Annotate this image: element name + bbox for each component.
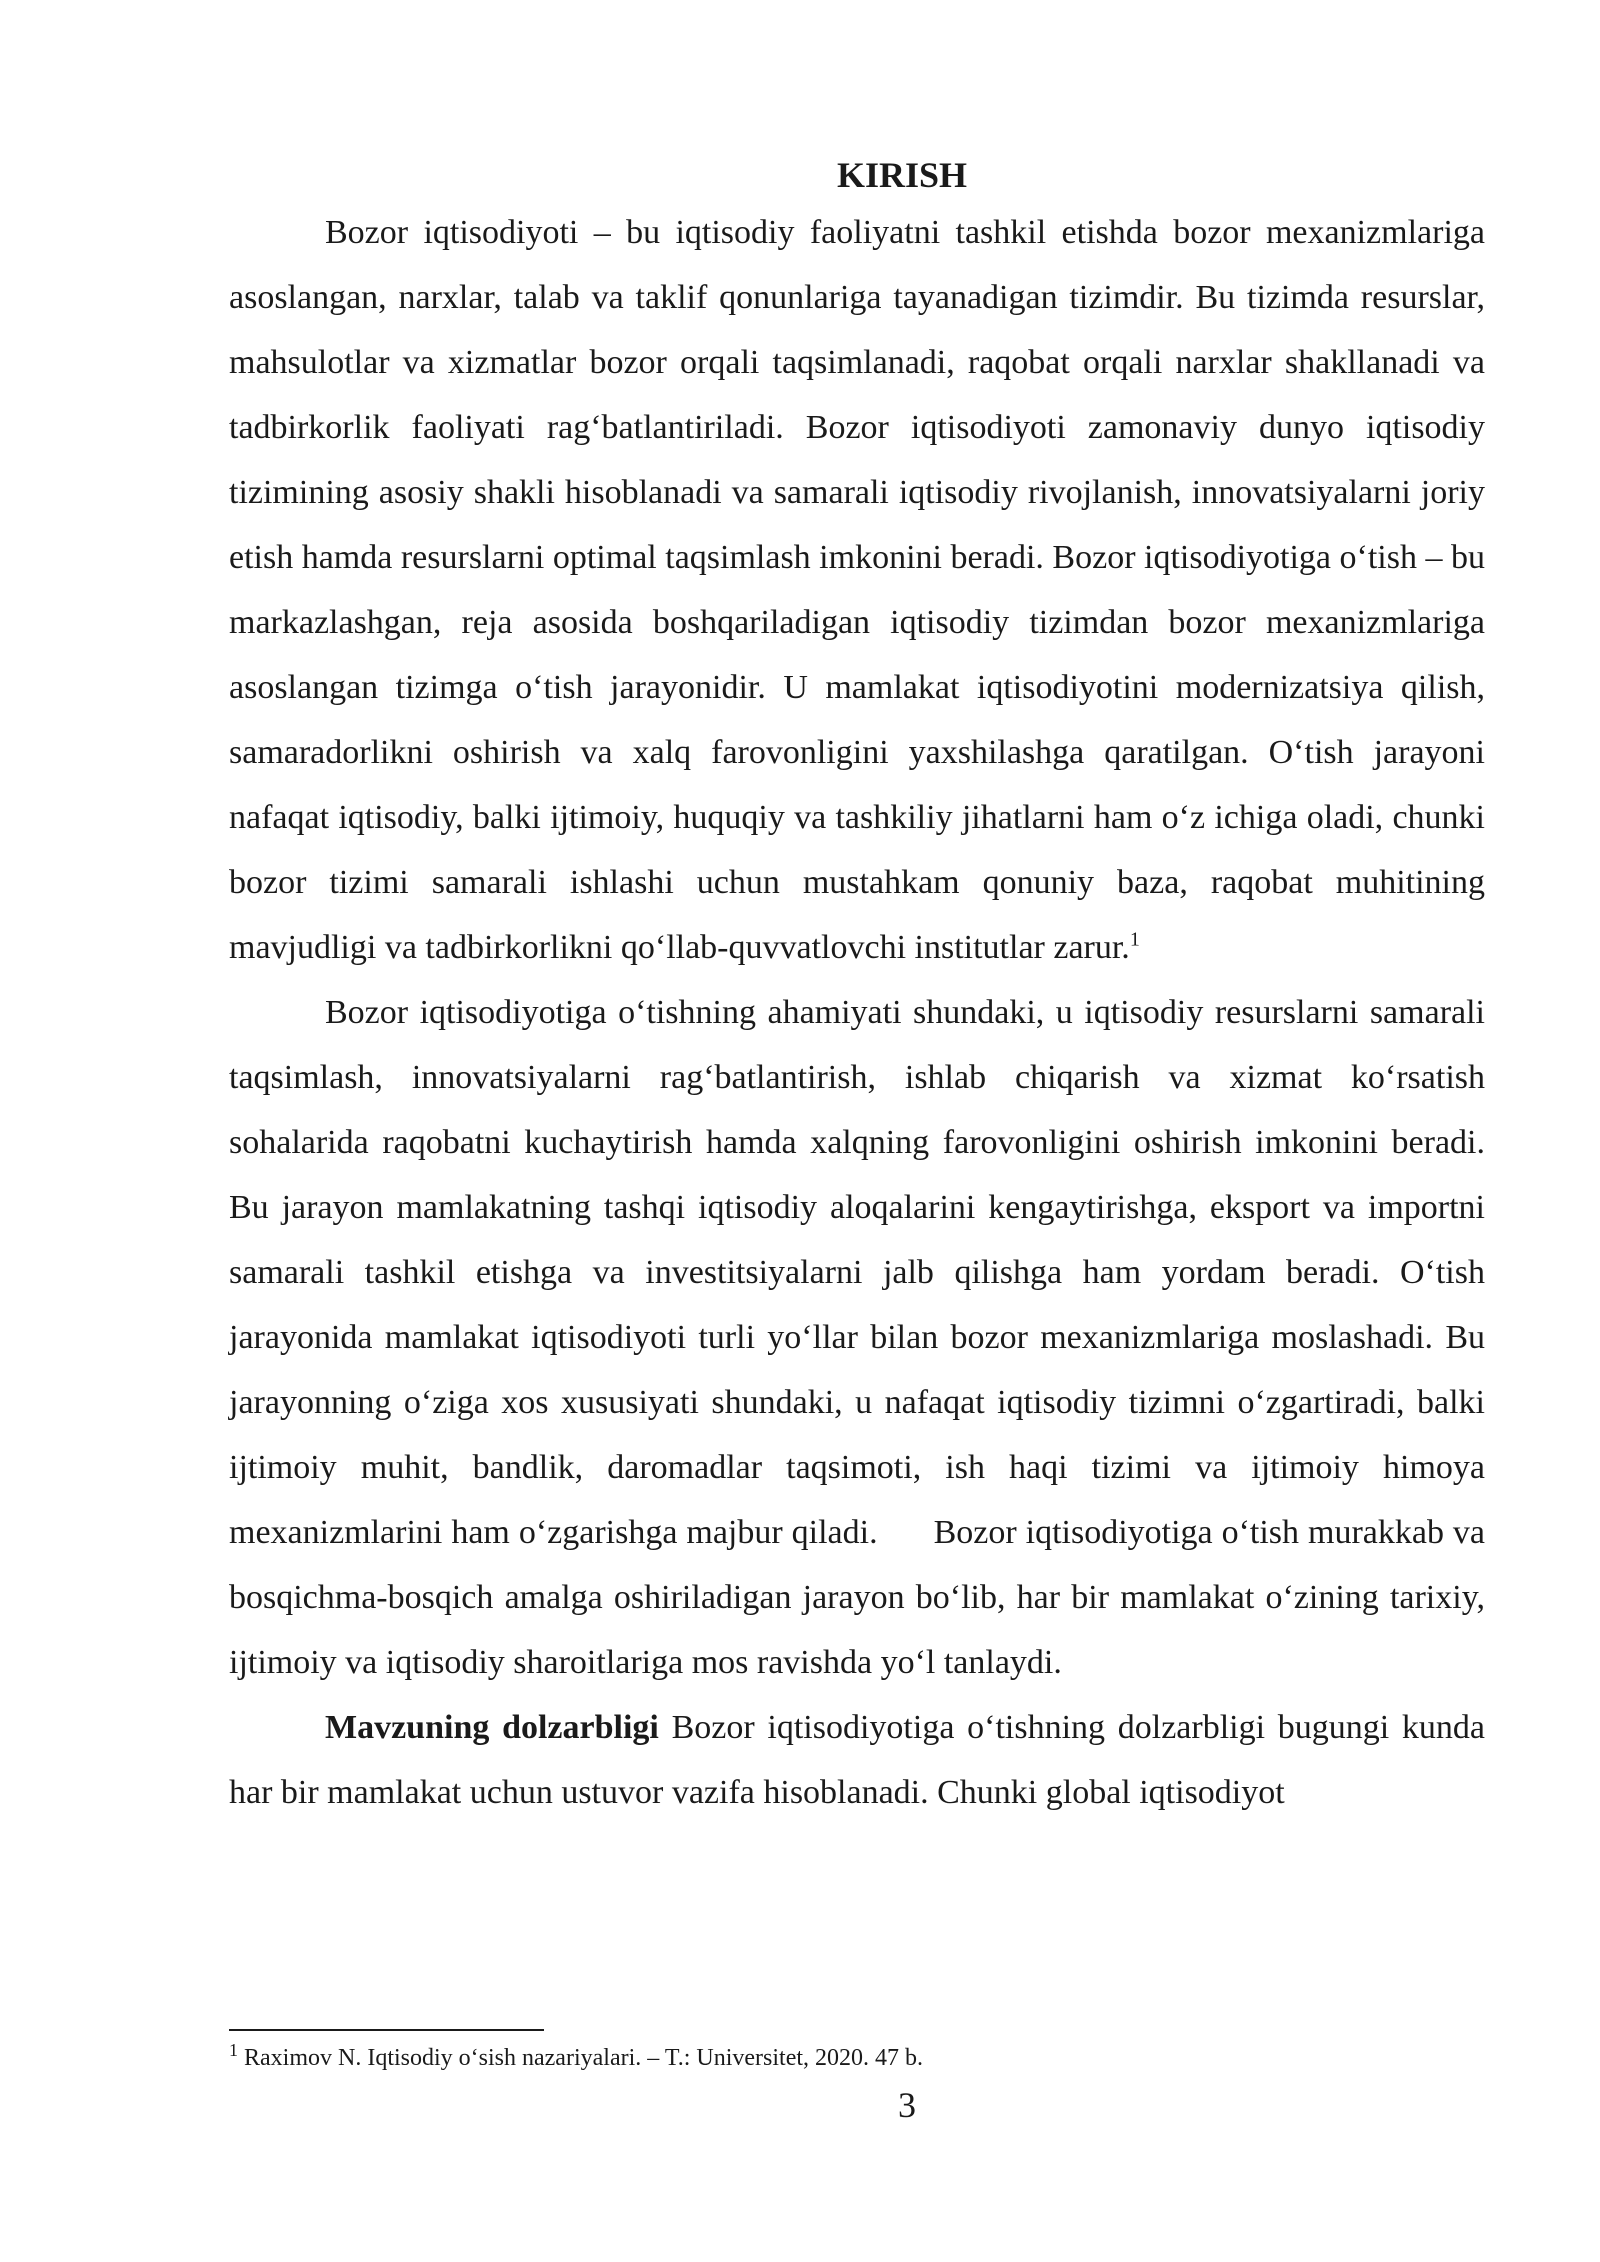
footnote — [229, 2040, 1485, 2076]
footnote-text: Raximov N. Iqtisodiy o‘sish nazariyalari. – T.: Universitet, 2020. 47 b. — [244, 2045, 924, 2071]
paragraph-introduction — [229, 200, 1485, 980]
footnote-reference: 1 — [1129, 928, 1140, 951]
paragraph-importance — [229, 980, 1485, 1695]
paragraph-importance-continuation: Bozor iqtisodiyotiga o‘tish murakkab va bosqichma-bosqich amalga oshiriladigan jarayon bo‘lib, har bir mamlakat o‘zining tarixiy, ijtimoiy va iqtisodiy sharoitlariga mos ravishda yo‘l tanlaydi. — [229, 1514, 1485, 1681]
paragraph-relevance — [229, 1695, 1485, 1825]
page-number: 3 — [898, 2085, 916, 2125]
footnote-separator — [229, 2029, 544, 2031]
paragraph-introduction-text: Bozor iqtisodiyoti – bu iqtisodiy faoliyatni tashkil etishda bozor mexanizmlariga asoslangan, narxlar, talab va taklif qonunlariga tayanadigan tizimdir. Bu tizimda resurslar, mahsulotlar va xizmatlar bozor orqali taqsimlanadi, raqobat orqali narxlar shakllanadi va tadbirkorlik faoliyati rag‘batlantiriladi. Bozor iqtisodiyoti zamonaviy dunyo iqtisodiy tizimining asosiy shakli hisoblanadi va samarali iqtisodiy rivojlanish, innovatsiyalarni joriy etish hamda resurslarni optimal taqsimlash imkonini beradi. Bozor iqtisodiyotiga o‘tish – bu markazlashgan, reja asosida boshqariladigan iqtisodiy tizimdan bozor mexanizmlariga asoslangan tizimga o‘tish jarayonidir. U mamlakat iqtisodiyotini modernizatsiya qilish, samaradorlikni oshirish va xalq farovonligini yaxshilashga qaratilgan. O‘tish jarayoni nafaqat iqtisodiy, balki ijtimoiy, huquqiy va tashkiliy jihatlarni ham o‘z ichiga oladi, chunki bozor tizimi samarali ishlashi uchun mustahkam qonuniy baza, raqobat muhitining mavjudligi va tadbirkorlikni qo‘llab-quvvatlovchi institutlar zarur. — [229, 214, 1485, 966]
relevance-lead: Mavzuning dolzarbligi — [325, 1709, 659, 1746]
page-body — [229, 150, 1485, 1825]
paragraph-relevance-text: Bozor iqtisodiyotiga o‘tishning dolzarbligi bugungi kunda har bir mamlakat uchun ustuvor vazifa hisoblanadi. Chunki global iqtisodiyot — [229, 1709, 1486, 1811]
paragraph-importance-text: Bozor iqtisodiyotiga o‘tishning ahamiyati shundaki, u iqtisodiy resurslarni samarali taqsimlash, innovatsiyalarni rag‘batlantirish, ishlab chiqarish va xizmat ko‘rsatish sohalarida raqobatni kuchaytirish hamda xalqning farovonligini oshirish imkonini beradi. Bu jarayon mamlakatning tashqi iqtisodiy aloqalarini kengaytirishga, eksport va importni samarali tashkil etishga va investitsiyalarni jalb qilishga ham yordam beradi. O‘tish jarayonida mamlakat iqtisodiyoti turli yo‘llar bilan bozor mexanizmlariga moslashadi. Bu jarayonning o‘ziga xos xususiyati shundaki, u nafaqat iqtisodiy tizimni o‘zgartiradi, balki ijtimoiy muhit, bandlik, daromadlar taqsimoti, ish haqi tizimi va ijtimoiy himoya mexanizmlarini ham o‘zgarishga majbur qiladi. — [229, 994, 1485, 1551]
section-heading: KIRISH — [836, 155, 968, 195]
footnote-mark: 1 — [229, 2040, 238, 2060]
